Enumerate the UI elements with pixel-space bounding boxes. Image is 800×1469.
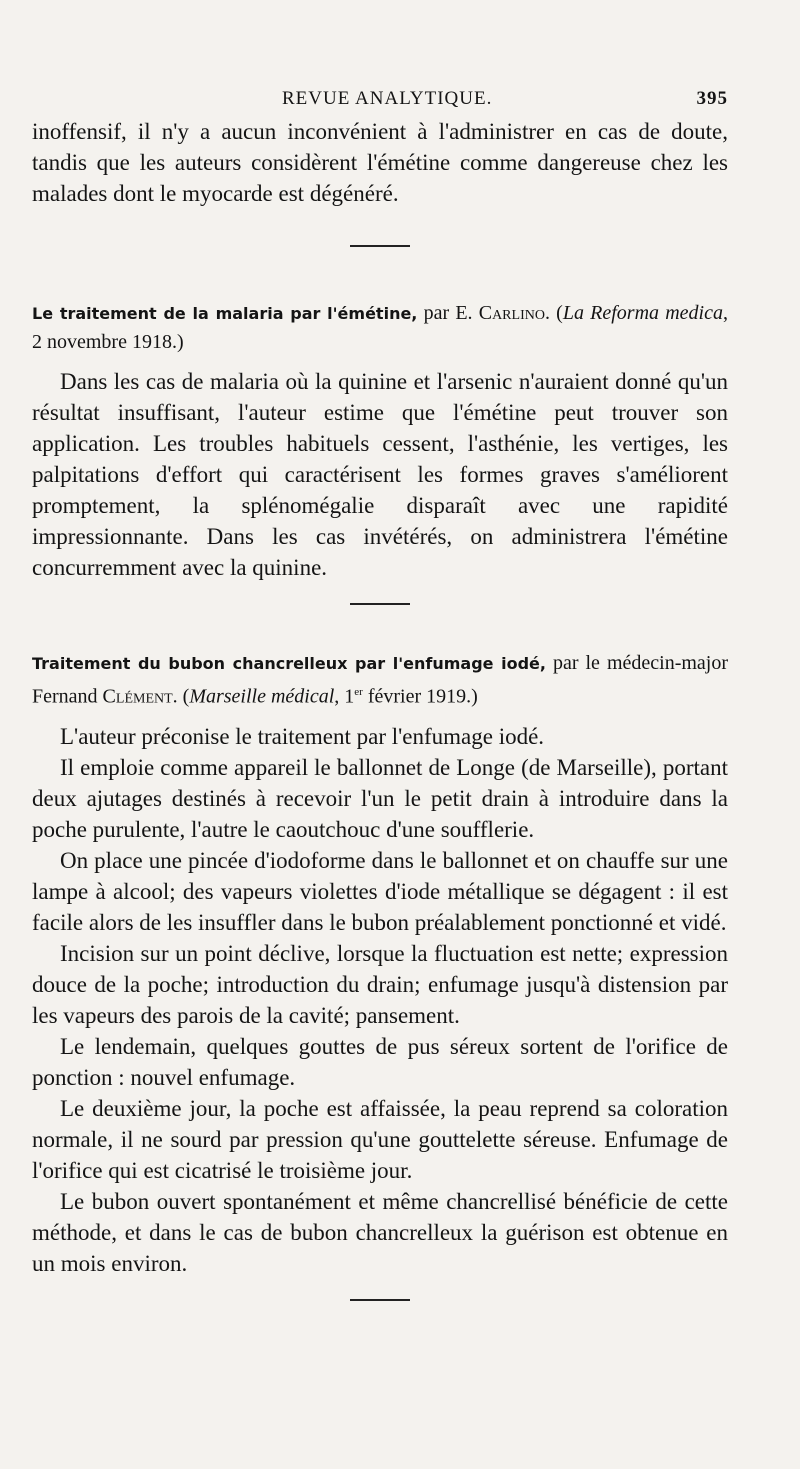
- article-2-date-pre: , 1: [334, 685, 355, 708]
- article-2-author: Clément: [102, 685, 173, 708]
- article-1-heading: [32, 299, 728, 356]
- article-2-paragraph: Le lendemain, quelques gouttes de pus séreux sortent de l'orifice de ponction : nouvel enfumage.: [32, 1033, 728, 1090]
- section-divider: [350, 603, 410, 605]
- article-1-ref-open: . (: [544, 302, 563, 324]
- section-divider: [350, 245, 410, 247]
- section-divider: [350, 1299, 410, 1301]
- article-2-paragraph: L'auteur préconise le traitement par l'enfumage iodé.: [60, 723, 545, 749]
- article-2-paragraph: On place une pincée d'iodoforme dans le ballonnet et on chauffe sur une lampe à alcool; des vapeurs violettes d'iode métallique se dégagent : il est facile alors de les insuffler dans le bubon préalablement ponctionné et vidé.: [32, 847, 728, 935]
- page: [32, 80, 728, 1345]
- article-2-ref-open: . (: [172, 685, 190, 708]
- article-1-paragraph: Dans les cas de malaria où la quinine et l'arsenic n'auraient donné qu'un résultat insuffisant, l'auteur estime que l'émétine peut trouver son application. Les troubles habituels cessent, l'asthénie, les vertiges, les palpitations d'effort qui caractérisent les formes graves s'améliorent promptement, la splénomégalie disparaît avec une rapidité impressionnante. Dans les cas invétérés, on administrera l'émétine concurremment avec la quinine.: [32, 369, 728, 580]
- article-2-by: par le médecin-major Fernand: [32, 652, 728, 708]
- article-1-title: Le traitement de la malaria par l'émétine,: [32, 304, 418, 323]
- article-2-paragraph: Il emploie comme appareil le ballonnet de Longe (de Marseille), portant deux ajutages destinés à recevoir l'un le petit drain à introduire dans la poche purulente, l'autre le caoutchouc d'une soufflerie.: [32, 754, 728, 842]
- article-2-date-sup: er: [354, 686, 363, 698]
- article-1-author: Carlino: [478, 302, 545, 324]
- page-number: 395: [696, 88, 728, 109]
- article-2-title: Traitement du bubon chancrelleux par l'enfumage iodé,: [32, 654, 546, 673]
- article-1-date: , 2 novembre 1918.): [32, 302, 728, 353]
- article-1-journal: La Reforma medica: [562, 302, 723, 324]
- article-2-paragraph: Incision sur un point déclive, lorsque la fluctuation est nette; expression douce de la poche; introduction du drain; enfumage jusqu'à distension par les vapeurs des parois de la cavité; pansement.: [32, 940, 728, 1028]
- intro-paragraph: inoffensif, il n'y a aucun inconvénient à l'administrer en cas de doute, tandis que les auteurs considèrent l'émétine comme dangereuse chez les malades dont le myocarde est dégénéré.: [32, 119, 728, 206]
- article-2-paragraph: Le bubon ouvert spontanément et même chancrellisé bénéficie de cette méthode, et dans le cas de bubon chancrelleux la guérison est obtenue en un mois environ.: [32, 1188, 728, 1276]
- running-title: REVUE ANALYTIQUE.: [282, 88, 493, 109]
- article-2-heading: [32, 649, 728, 711]
- article-2-journal: Marseille médical: [189, 685, 335, 708]
- article-1-by: par E.: [417, 302, 479, 324]
- article-2-paragraph: Le deuxième jour, la poche est affaissée, la peau reprend sa coloration normale, il ne sourd par pression qu'une gouttelette séreuse. Enfumage de l'orifice qui est cicatrisé le troisième jour.: [32, 1095, 728, 1183]
- page-header: [32, 80, 728, 116]
- article-2-date-post: février 1919.): [362, 685, 478, 708]
